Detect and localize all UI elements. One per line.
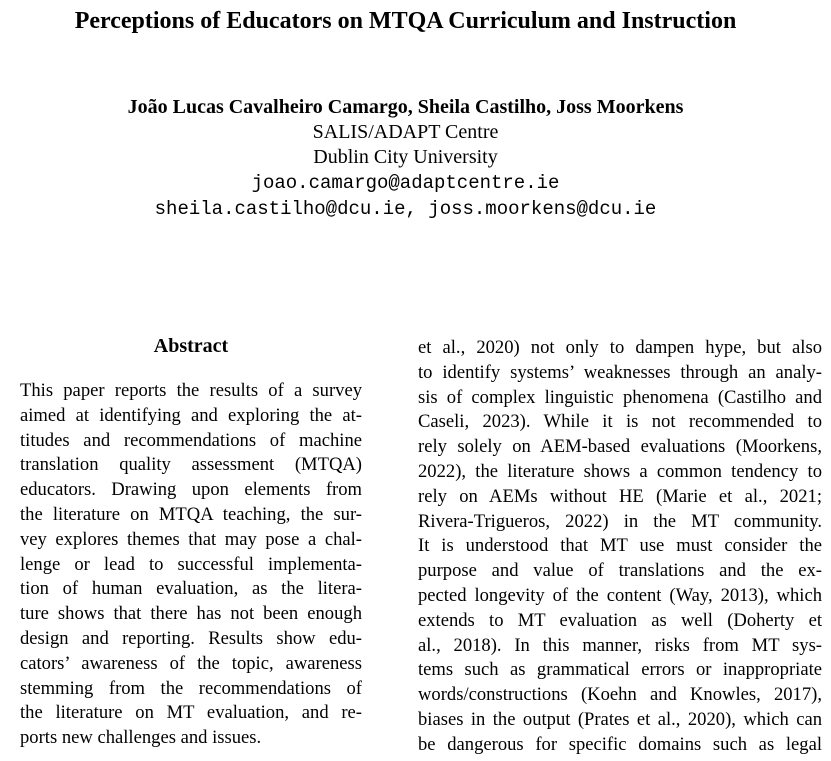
affiliation-university: Dublin City University: [313, 146, 498, 168]
author-emails-secondary: sheila.castilho@dcu.ie, joss.moorkens@dcu.ie: [154, 198, 657, 220]
body-line: rely solely on AEM-based evaluations (Moorkens,: [418, 436, 822, 458]
body-line: et al., 2020) not only to dampen hype, but also: [418, 337, 822, 358]
paper-title: Perceptions of Educators on MTQA Curriculum and Instruction: [74, 8, 737, 34]
body-line: 2022), the literature shows a common tendency to: [418, 460, 822, 482]
body-line: be dangerous for specific domains such as legal: [418, 733, 822, 755]
abstract-line: vey explores themes that may pose a chal-: [20, 528, 362, 550]
abstract-line: the literature on MTQA teaching, the sur-: [20, 503, 362, 525]
abstract-line: This paper reports the results of a survey: [20, 380, 362, 401]
abstract-line: tion of human evaluation, as the litera-: [20, 578, 362, 600]
author-block: [0, 94, 811, 222]
body-text-column: [418, 336, 822, 758]
body-line: rely on AEMs without HE (Marie et al., 2021;: [418, 485, 822, 507]
body-line: extends to MT evaluation as well (Doherty et: [418, 609, 822, 631]
body-line: to identify systems’ weaknesses through an analy-: [418, 361, 822, 383]
body-line: pected longevity of the content (Way, 2013), which: [418, 584, 822, 606]
abstract-line: lenge or lead to successful implementa-: [20, 553, 362, 575]
abstract-line: stemming from the recommendations of: [20, 677, 362, 699]
abstract-line: titudes and recommendations of machine: [20, 429, 362, 451]
abstract-line: ture shows that there has not been enough: [20, 603, 362, 625]
body-line: tems such as grammatical errors or inappropriate: [418, 659, 822, 681]
abstract-heading: Abstract: [153, 335, 229, 357]
affiliation-institute: SALIS/ADAPT Centre: [312, 121, 499, 143]
body-line: sis of complex linguistic phenomena (Castilho and: [418, 386, 822, 408]
body-line: Rivera-Trigueros, 2022) in the MT community.: [418, 510, 822, 532]
abstract-line: cators’ awareness of the topic, awareness: [20, 652, 362, 674]
abstract-body: [20, 379, 362, 751]
abstract-line: educators. Drawing upon elements from: [20, 479, 362, 501]
abstract-line: aimed at identifying and exploring the at-: [20, 404, 362, 426]
abstract-line: translation quality assessment (MTQA): [20, 454, 362, 476]
author-names: João Lucas Cavalheiro Camargo, Sheila Castilho, Joss Moorkens: [127, 96, 684, 118]
author-email-primary: joao.camargo@adaptcentre.ie: [251, 172, 560, 194]
abstract-line: the literature on MT evaluation, and re-: [20, 702, 362, 724]
body-line: words/constructions (Koehn and Knowles, 2017),: [418, 684, 822, 706]
body-line: purpose and value of translations and the ex-: [418, 560, 822, 582]
body-line: al., 2018). In this manner, risks from MT sys-: [418, 634, 822, 656]
body-line: It is understood that MT use must consider the: [418, 535, 822, 557]
abstract-line: ports new challenges and issues.: [20, 727, 262, 749]
body-line: biases in the output (Prates et al., 2020), which can: [418, 708, 822, 730]
body-line: Caseli, 2023). While it is not recommended to: [418, 411, 822, 433]
abstract-line: design and reporting. Results show edu-: [20, 627, 362, 649]
